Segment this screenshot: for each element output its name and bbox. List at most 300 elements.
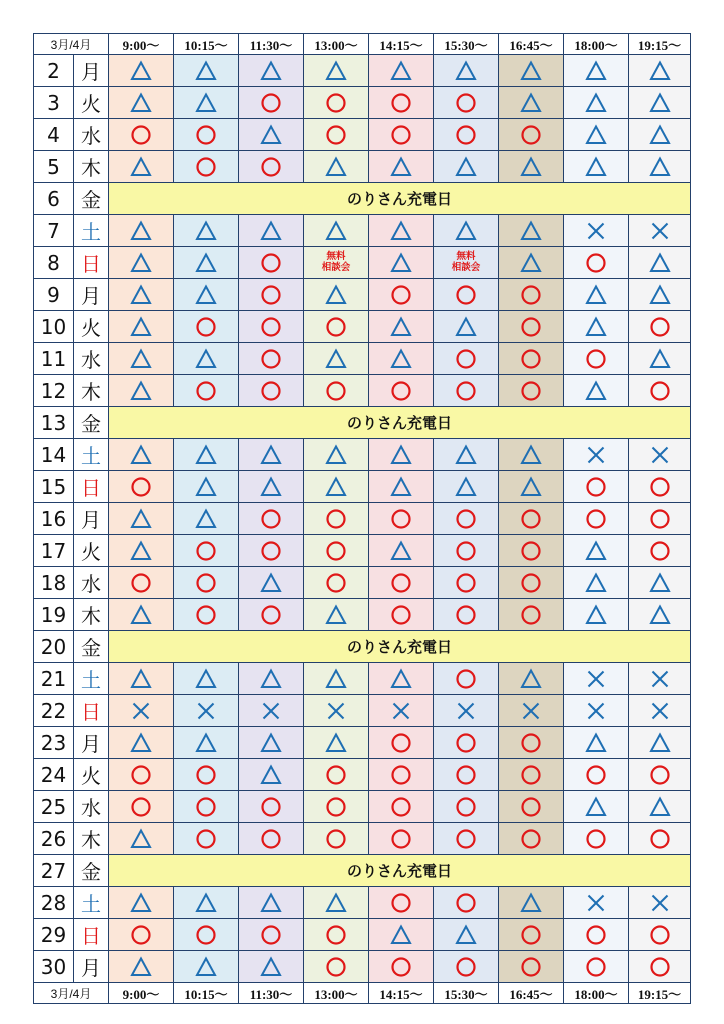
slot-cell <box>369 823 434 855</box>
limited-triangle-icon <box>520 220 542 242</box>
limited-triangle-icon <box>195 348 217 370</box>
day-row <box>34 151 691 183</box>
weekday-label: 木 <box>74 599 109 631</box>
slot-cell <box>499 279 564 311</box>
available-circle-icon <box>585 348 607 370</box>
available-circle-icon <box>195 380 217 402</box>
slot-cell <box>304 567 369 599</box>
available-circle-icon <box>260 156 282 178</box>
weekday-label: 土 <box>74 439 109 471</box>
slot-cell <box>499 759 564 791</box>
time-slot-header: 11:30～ <box>239 34 304 55</box>
slot-cell <box>369 951 434 983</box>
limited-triangle-icon <box>455 156 477 178</box>
available-circle-icon <box>520 380 542 402</box>
slot-cell <box>499 695 564 727</box>
slot-cell <box>304 311 369 343</box>
limited-triangle-icon <box>325 476 347 498</box>
slot-cell <box>499 599 564 631</box>
time-slot-header: 18:00～ <box>564 983 629 1004</box>
available-circle-icon <box>585 764 607 786</box>
available-circle-icon <box>390 828 412 850</box>
available-circle-icon <box>260 796 282 818</box>
unavailable-cross-icon <box>390 700 412 722</box>
available-circle-icon <box>455 508 477 530</box>
limited-triangle-icon <box>649 156 671 178</box>
weekday-label: 土 <box>74 663 109 695</box>
slot-cell <box>369 87 434 119</box>
slot-cell <box>304 471 369 503</box>
limited-triangle-icon <box>130 668 152 690</box>
slot-cell <box>369 663 434 695</box>
day-number: 7 <box>34 215 74 247</box>
limited-triangle-icon <box>325 732 347 754</box>
slot-cell <box>109 151 174 183</box>
limited-triangle-icon <box>455 60 477 82</box>
slot-cell <box>239 951 304 983</box>
day-number: 20 <box>34 631 74 663</box>
limited-triangle-icon <box>260 476 282 498</box>
day-row <box>34 279 691 311</box>
slot-cell <box>304 439 369 471</box>
day-number: 18 <box>34 567 74 599</box>
slot-cell <box>629 567 691 599</box>
slot-cell <box>174 215 239 247</box>
day-number: 8 <box>34 247 74 279</box>
available-circle-icon <box>390 892 412 914</box>
day-row <box>34 215 691 247</box>
slot-cell <box>629 599 691 631</box>
corner-label: 3月/4月 <box>34 34 109 55</box>
day-row <box>34 887 691 919</box>
day-row <box>34 759 691 791</box>
slot-cell <box>629 247 691 279</box>
time-slot-header: 16:45～ <box>499 34 564 55</box>
slot-cell <box>174 663 239 695</box>
slot-cell <box>564 119 629 151</box>
slot-cell <box>434 215 499 247</box>
available-circle-icon <box>130 796 152 818</box>
slot-cell <box>369 535 434 567</box>
slot-cell <box>369 375 434 407</box>
slot-cell <box>109 439 174 471</box>
available-circle-icon <box>260 508 282 530</box>
slot-cell <box>564 215 629 247</box>
weekday-label: 月 <box>74 951 109 983</box>
slot-cell <box>369 567 434 599</box>
unavailable-cross-icon <box>585 668 607 690</box>
available-circle-icon <box>325 572 347 594</box>
slot-cell <box>304 503 369 535</box>
limited-triangle-icon <box>260 124 282 146</box>
slot-cell <box>369 311 434 343</box>
weekday-label: 木 <box>74 151 109 183</box>
slot-cell <box>239 695 304 727</box>
slot-cell <box>564 823 629 855</box>
slot-cell <box>434 887 499 919</box>
limited-triangle-icon <box>130 604 152 626</box>
slot-cell <box>434 279 499 311</box>
day-number: 13 <box>34 407 74 439</box>
slot-cell <box>304 55 369 87</box>
slot-cell <box>369 471 434 503</box>
available-circle-icon <box>195 796 217 818</box>
slot-cell <box>174 919 239 951</box>
reservation-schedule-table <box>33 33 691 1004</box>
slot-cell <box>174 471 239 503</box>
weekday-label: 火 <box>74 535 109 567</box>
slot-cell <box>304 279 369 311</box>
limited-triangle-icon <box>325 220 347 242</box>
slot-cell <box>174 759 239 791</box>
slot-cell <box>564 55 629 87</box>
time-slot-header: 9:00～ <box>109 983 174 1004</box>
day-row <box>34 375 691 407</box>
limited-triangle-icon <box>195 252 217 274</box>
day-number: 11 <box>34 343 74 375</box>
slot-cell <box>434 535 499 567</box>
available-circle-icon <box>325 508 347 530</box>
slot-cell <box>629 343 691 375</box>
limited-triangle-icon <box>130 892 152 914</box>
slot-cell <box>239 151 304 183</box>
limited-triangle-icon <box>130 92 152 114</box>
slot-cell <box>629 503 691 535</box>
slot-cell <box>304 87 369 119</box>
limited-triangle-icon <box>390 348 412 370</box>
slot-cell <box>499 247 564 279</box>
available-circle-icon <box>325 764 347 786</box>
available-circle-icon <box>195 124 217 146</box>
slot-cell <box>109 55 174 87</box>
day-number: 3 <box>34 87 74 119</box>
day-number: 12 <box>34 375 74 407</box>
slot-cell <box>239 791 304 823</box>
unavailable-cross-icon <box>585 892 607 914</box>
slot-cell <box>629 535 691 567</box>
slot-cell <box>499 823 564 855</box>
available-circle-icon <box>520 828 542 850</box>
slot-cell <box>174 151 239 183</box>
slot-cell <box>434 503 499 535</box>
limited-triangle-icon <box>390 252 412 274</box>
slot-cell <box>109 375 174 407</box>
limited-triangle-icon <box>520 92 542 114</box>
limited-triangle-icon <box>649 732 671 754</box>
slot-cell <box>109 215 174 247</box>
slot-cell <box>109 951 174 983</box>
limited-triangle-icon <box>455 924 477 946</box>
slot-cell <box>564 87 629 119</box>
slot-cell <box>239 343 304 375</box>
slot-cell <box>369 791 434 823</box>
limited-triangle-icon <box>649 60 671 82</box>
day-row <box>34 503 691 535</box>
available-circle-icon <box>585 476 607 498</box>
slot-cell <box>499 919 564 951</box>
limited-triangle-icon <box>260 956 282 978</box>
slot-cell <box>109 887 174 919</box>
available-circle-icon <box>260 924 282 946</box>
available-circle-icon <box>195 604 217 626</box>
limited-triangle-icon <box>325 444 347 466</box>
day-row <box>34 471 691 503</box>
available-circle-icon <box>390 508 412 530</box>
slot-cell <box>174 567 239 599</box>
available-circle-icon <box>390 572 412 594</box>
slot-cell <box>564 279 629 311</box>
available-circle-icon <box>520 924 542 946</box>
available-circle-icon <box>520 284 542 306</box>
day-number: 9 <box>34 279 74 311</box>
available-circle-icon <box>260 604 282 626</box>
free-consultation-text: 無料 相談会 <box>451 251 481 273</box>
available-circle-icon <box>325 540 347 562</box>
weekday-label: 火 <box>74 311 109 343</box>
available-circle-icon <box>455 572 477 594</box>
limited-triangle-icon <box>520 60 542 82</box>
limited-triangle-icon <box>195 476 217 498</box>
limited-triangle-icon <box>325 60 347 82</box>
limited-triangle-icon <box>585 156 607 178</box>
slot-cell <box>564 503 629 535</box>
slot-cell <box>174 247 239 279</box>
day-number: 24 <box>34 759 74 791</box>
limited-triangle-icon <box>520 668 542 690</box>
limited-triangle-icon <box>130 828 152 850</box>
day-number: 23 <box>34 727 74 759</box>
day-number: 17 <box>34 535 74 567</box>
slot-cell <box>564 695 629 727</box>
day-row <box>34 727 691 759</box>
available-circle-icon <box>195 924 217 946</box>
slot-cell <box>434 439 499 471</box>
available-circle-icon <box>390 764 412 786</box>
available-circle-icon <box>455 284 477 306</box>
available-circle-icon <box>455 604 477 626</box>
available-circle-icon <box>520 348 542 370</box>
day-row <box>34 823 691 855</box>
slot-cell <box>239 55 304 87</box>
day-number: 21 <box>34 663 74 695</box>
slot-cell <box>109 759 174 791</box>
limited-triangle-icon <box>260 444 282 466</box>
available-circle-icon <box>390 796 412 818</box>
weekday-label: 金 <box>74 183 109 215</box>
slot-cell <box>629 279 691 311</box>
slot-cell <box>304 535 369 567</box>
slot-cell <box>564 599 629 631</box>
day-number: 30 <box>34 951 74 983</box>
day-number: 10 <box>34 311 74 343</box>
slot-cell <box>239 887 304 919</box>
slot-cell <box>174 695 239 727</box>
limited-triangle-icon <box>390 924 412 946</box>
available-circle-icon <box>455 540 477 562</box>
available-circle-icon <box>390 956 412 978</box>
slot-cell <box>304 823 369 855</box>
limited-triangle-icon <box>325 348 347 370</box>
available-circle-icon <box>325 316 347 338</box>
day-row <box>34 183 691 215</box>
slot-cell <box>304 727 369 759</box>
available-circle-icon <box>649 924 671 946</box>
available-circle-icon <box>585 828 607 850</box>
weekday-label: 火 <box>74 759 109 791</box>
slot-cell <box>499 471 564 503</box>
unavailable-cross-icon <box>520 700 542 722</box>
available-circle-icon <box>260 540 282 562</box>
slot-cell <box>629 759 691 791</box>
limited-triangle-icon <box>390 316 412 338</box>
available-circle-icon <box>520 572 542 594</box>
slot-cell <box>629 119 691 151</box>
limited-triangle-icon <box>649 572 671 594</box>
slot-cell <box>239 727 304 759</box>
day-row <box>34 695 691 727</box>
slot-cell <box>629 695 691 727</box>
unavailable-cross-icon <box>649 444 671 466</box>
slot-cell <box>239 375 304 407</box>
slot-cell <box>109 343 174 375</box>
limited-triangle-icon <box>585 92 607 114</box>
slot-cell <box>109 823 174 855</box>
limited-triangle-icon <box>325 604 347 626</box>
slot-cell <box>239 759 304 791</box>
closed-day-banner: のりさん充電日 <box>109 183 691 215</box>
available-circle-icon <box>649 540 671 562</box>
available-circle-icon <box>455 764 477 786</box>
slot-cell <box>239 919 304 951</box>
limited-triangle-icon <box>325 892 347 914</box>
day-row <box>34 247 691 279</box>
slot-cell <box>434 375 499 407</box>
limited-triangle-icon <box>130 156 152 178</box>
slot-cell <box>434 823 499 855</box>
available-circle-icon <box>585 508 607 530</box>
day-number: 14 <box>34 439 74 471</box>
available-circle-icon <box>520 508 542 530</box>
slot-cell <box>564 887 629 919</box>
slot-cell <box>174 791 239 823</box>
slot-cell <box>109 247 174 279</box>
limited-triangle-icon <box>260 572 282 594</box>
available-circle-icon <box>260 284 282 306</box>
slot-cell <box>369 919 434 951</box>
slot-cell <box>109 663 174 695</box>
slot-cell <box>564 919 629 951</box>
slot-cell <box>239 823 304 855</box>
limited-triangle-icon <box>520 476 542 498</box>
available-circle-icon <box>260 348 282 370</box>
slot-cell <box>434 151 499 183</box>
limited-triangle-icon <box>195 60 217 82</box>
slot-cell <box>239 119 304 151</box>
slot-cell <box>304 695 369 727</box>
slot-cell <box>304 919 369 951</box>
available-circle-icon <box>649 956 671 978</box>
limited-triangle-icon <box>195 284 217 306</box>
limited-triangle-icon <box>130 252 152 274</box>
weekday-label: 金 <box>74 631 109 663</box>
available-circle-icon <box>455 796 477 818</box>
limited-triangle-icon <box>325 156 347 178</box>
limited-triangle-icon <box>260 892 282 914</box>
available-circle-icon <box>130 764 152 786</box>
available-circle-icon <box>520 540 542 562</box>
slot-cell <box>174 823 239 855</box>
slot-cell <box>629 727 691 759</box>
limited-triangle-icon <box>585 60 607 82</box>
slot-cell <box>239 215 304 247</box>
available-circle-icon <box>455 828 477 850</box>
time-slot-header: 16:45～ <box>499 983 564 1004</box>
slot-cell <box>239 279 304 311</box>
free-consultation-text: 無料 相談会 <box>321 251 351 273</box>
day-number: 28 <box>34 887 74 919</box>
slot-cell <box>499 151 564 183</box>
limited-triangle-icon <box>130 508 152 530</box>
slot-cell <box>564 439 629 471</box>
day-row <box>34 535 691 567</box>
available-circle-icon <box>585 924 607 946</box>
available-circle-icon <box>325 124 347 146</box>
slot-cell <box>174 119 239 151</box>
slot-cell <box>369 503 434 535</box>
slot-cell <box>369 695 434 727</box>
available-circle-icon <box>325 828 347 850</box>
slot-cell <box>629 87 691 119</box>
slot-cell <box>564 567 629 599</box>
available-circle-icon <box>520 956 542 978</box>
slot-cell <box>434 695 499 727</box>
slot-cell <box>369 759 434 791</box>
slot-cell <box>174 599 239 631</box>
available-circle-icon <box>455 92 477 114</box>
limited-triangle-icon <box>130 732 152 754</box>
slot-cell <box>239 471 304 503</box>
slot-cell <box>369 215 434 247</box>
slot-cell <box>109 503 174 535</box>
slot-cell <box>564 311 629 343</box>
available-circle-icon <box>195 572 217 594</box>
corner-label: 3月/4月 <box>34 983 109 1004</box>
available-circle-icon <box>649 508 671 530</box>
slot-cell <box>304 887 369 919</box>
closed-day-banner: のりさん充電日 <box>109 407 691 439</box>
slot-cell <box>109 599 174 631</box>
slot-cell <box>434 791 499 823</box>
available-circle-icon <box>260 828 282 850</box>
day-number: 2 <box>34 55 74 87</box>
limited-triangle-icon <box>585 316 607 338</box>
available-circle-icon <box>520 604 542 626</box>
weekday-label: 木 <box>74 823 109 855</box>
slot-cell <box>499 343 564 375</box>
weekday-label: 金 <box>74 855 109 887</box>
limited-triangle-icon <box>390 476 412 498</box>
slot-cell <box>564 663 629 695</box>
limited-triangle-icon <box>195 956 217 978</box>
day-row <box>34 311 691 343</box>
time-slot-header: 13:00～ <box>304 983 369 1004</box>
available-circle-icon <box>520 732 542 754</box>
available-circle-icon <box>325 956 347 978</box>
available-circle-icon <box>390 380 412 402</box>
slot-cell <box>239 567 304 599</box>
day-number: 22 <box>34 695 74 727</box>
limited-triangle-icon <box>649 348 671 370</box>
